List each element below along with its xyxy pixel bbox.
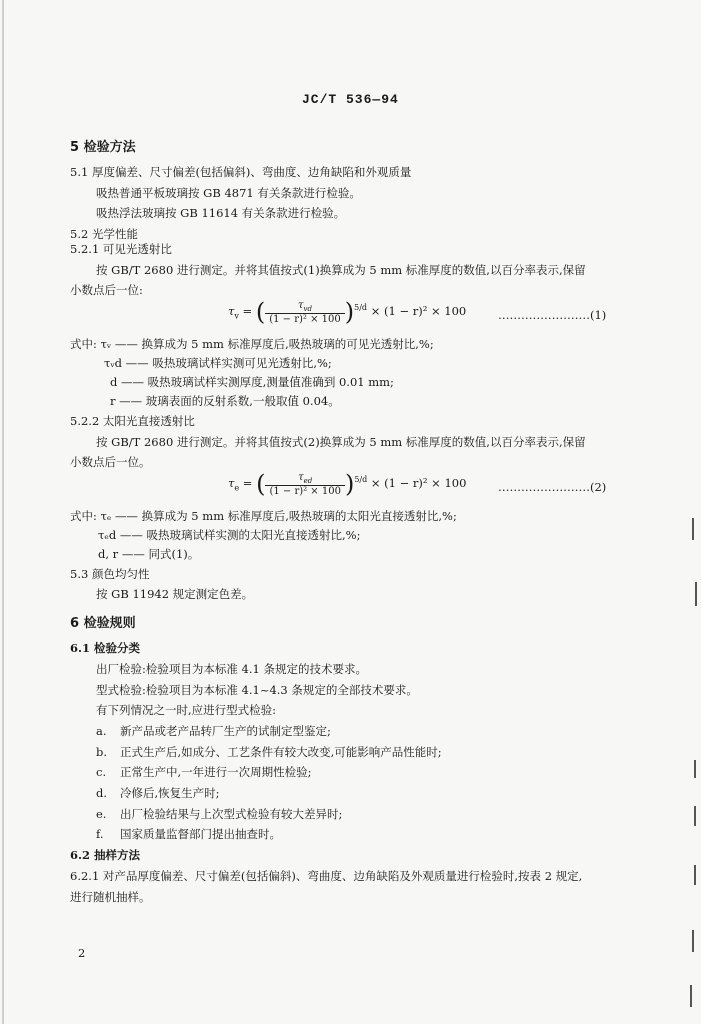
list-item: b. 正式生产后,如成分、工艺条件有较大改变,可能影响产品性能时; <box>96 745 442 759</box>
list-item: f. 国家质量监督部门提出抽查时。 <box>96 827 281 841</box>
section-6-1-title: 6.1 检验分类 <box>70 641 141 655</box>
section-6-2-title: 6.2 抽样方法 <box>70 848 141 862</box>
section-6-1-line-1: 出厂检验:检验项目为本标准 4.1 条规定的技术要求。 <box>96 662 367 676</box>
section-5-1-line-1: 吸热普通平板玻璃按 GB 4871 有关条款进行检验。 <box>96 186 361 200</box>
section-5-1-line-2: 吸热浮法玻璃按 GB 11614 有关条款进行检验。 <box>96 206 346 220</box>
section-5-3-para: 按 GB 11942 规定测定色差。 <box>96 587 254 601</box>
scan-mark <box>694 806 696 826</box>
section-5-3-title: 5.3 颜色均匀性 <box>70 567 150 581</box>
list-item: c. 正常生产中,一年进行一次周期性检验; <box>96 765 312 779</box>
eq1-where-2: τᵥd —— 吸热玻璃试样实测可见光透射比,%; <box>104 356 332 370</box>
page-number: 2 <box>78 946 86 960</box>
section-5-2-2-para-line-1: 按 GB/T 2680 进行测定。并将其值按式(2)换算成为 5 mm 标准厚度的数值,以百分率表示,保留 <box>96 435 586 449</box>
scan-mark <box>695 582 697 606</box>
scan-mark <box>694 865 696 885</box>
section-5-2-title: 5.2 光学性能 <box>70 227 138 241</box>
list-item: d. 冷修后,恢复生产时; <box>96 786 220 800</box>
eq1-where-1: 式中: τᵥ —— 换算成为 5 mm 标准厚度后,吸热玻璃的可见光透射比,%; <box>70 337 434 351</box>
equation-1-number: ……………………(1) <box>498 308 607 322</box>
section-6-2-1-para-line-1: 6.2.1 对产品厚度偏差、尺寸偏差(包括偏斜)、弯曲度、边角缺陷及外观质量进行检验时,按表 2 规定, <box>70 869 583 883</box>
section-5-title: 5 检验方法 <box>70 140 136 155</box>
equation-2: $\tau_e$ = ( $\frac{\tau_{ed}}{\text{(1 − r)² × 100}}$ )$^{5/d}$ × (1 − r)² × 100 <box>228 470 467 498</box>
section-6-2-1-para-line-2: 进行随机抽样。 <box>70 890 151 904</box>
list-item: e. 出厂检验结果与上次型式检验有较大差异时; <box>96 807 343 821</box>
eq1-where-3: d —— 吸热玻璃试样实测厚度,测量值准确到 0.01 mm; <box>110 375 394 389</box>
scan-mark <box>690 985 692 1007</box>
scan-mark <box>694 760 696 778</box>
equation-1: $\tau_v$ = ( $\frac{\tau_{vd}}{\text{(1 − r)² × 100}}$ )$^{5/d}$ × (1 − r)² × 100 <box>228 298 467 326</box>
section-6-title: 6 检验规则 <box>70 616 136 631</box>
eq1-where-4: r —— 玻璃表面的反射系数,一般取值 0.04。 <box>110 394 340 408</box>
list-item: a. 新产品或老产品转厂生产的试制定型鉴定; <box>96 724 331 738</box>
eq2-where-2: τₑd —— 吸热玻璃试样实测的太阳光直接透射比,%; <box>98 528 361 542</box>
eq2-where-1: 式中: τₑ —— 换算成为 5 mm 标准厚度后,吸热玻璃的太阳光直接透射比,%; <box>70 509 457 523</box>
section-5-2-2-para-line-2: 小数点后一位。 <box>70 455 151 469</box>
scan-mark <box>692 518 694 540</box>
section-5-1-title: 5.1 厚度偏差、尺寸偏差(包括偏斜)、弯曲度、边角缺陷和外观质量 <box>70 165 412 179</box>
section-6-1-line-3: 有下列情况之一时,应进行型式检验: <box>96 703 277 717</box>
scan-edge <box>2 0 4 1024</box>
equation-2-number: ……………………(2) <box>498 480 607 494</box>
eq2-where-3: d, r —— 同式(1)。 <box>98 547 200 561</box>
section-5-2-1-para-line-1: 按 GB/T 2680 进行测定。并将其值按式(1)换算成为 5 mm 标准厚度的数值,以百分率表示,保留 <box>96 263 586 277</box>
document-code: JC/T 536—94 <box>302 92 399 107</box>
scan-mark <box>692 930 694 952</box>
section-5-2-2-title: 5.2.2 太阳光直接透射比 <box>70 414 195 428</box>
section-6-1-line-2: 型式检验:检验项目为本标准 4.1~4.3 条规定的全部技术要求。 <box>96 683 418 697</box>
section-5-2-1-title: 5.2.1 可见光透射比 <box>70 242 172 256</box>
section-5-2-1-para-line-2: 小数点后一位: <box>70 283 143 297</box>
